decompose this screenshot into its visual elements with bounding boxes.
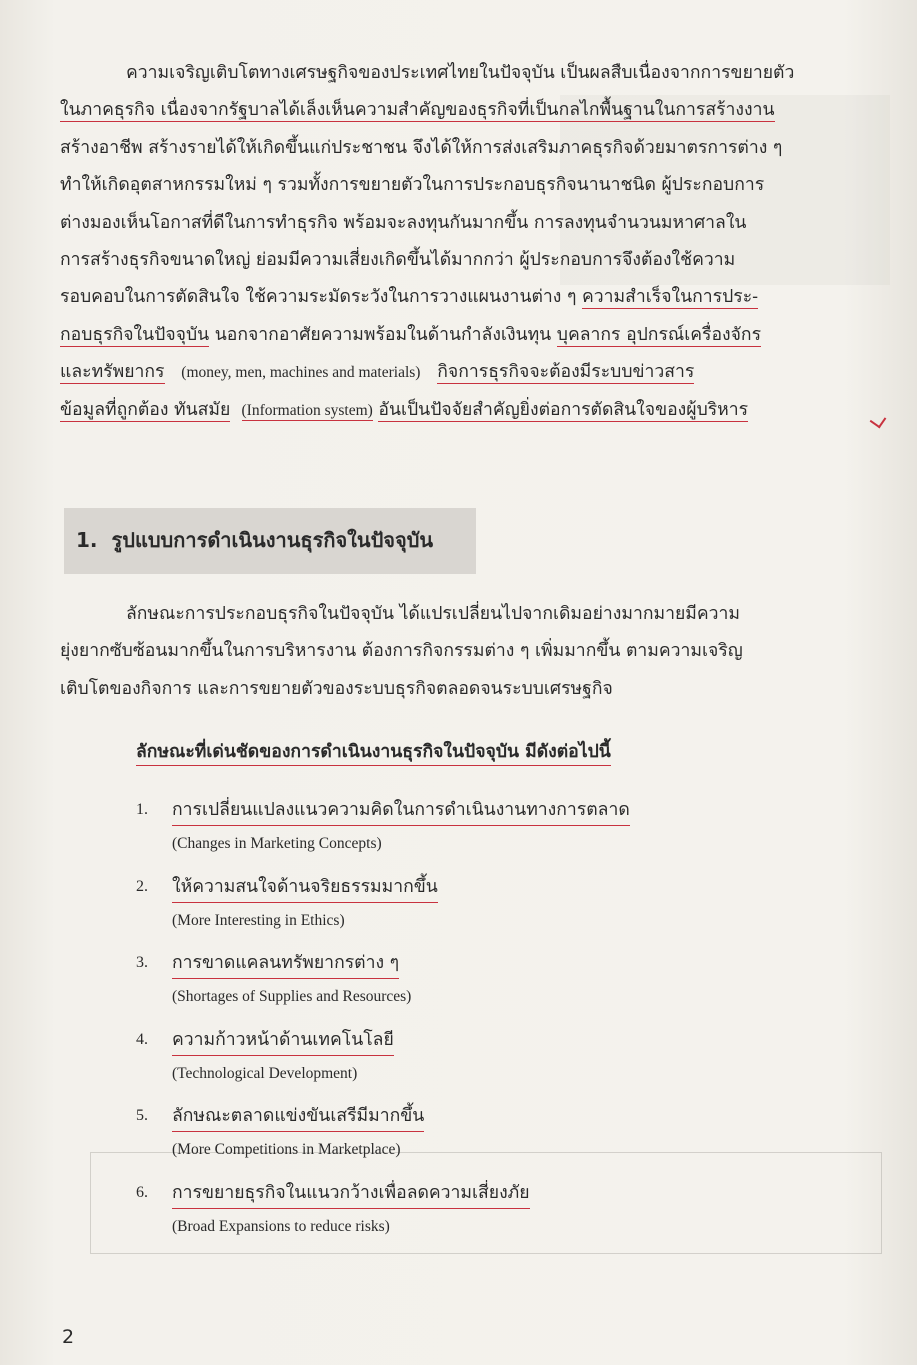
intro-line-2: ในภาคธุรกิจ เนื่องจากรัฐบาลได้เล็งเห็นความสำคัญของธุรกิจที่เป็นกลไกพื้นฐานในการสร้างงาน [60, 100, 775, 121]
intro-line-10: ข้อมูลที่ถูกต้อง ทันสมัย (Information system) อันเป็นปัจจัยสำคัญยิ่งต่อการตัดสินใจของผู้บริหาร [60, 399, 749, 420]
item-thai: ความก้าวหน้าด้านเทคโนโลยี [172, 1025, 394, 1056]
red-pen-tick [870, 412, 887, 429]
item-number: 2. [136, 877, 148, 895]
intro-line-6: การสร้างธุรกิจขนาดใหญ่ ย่อมมีความเสี่ยงเกิดขึ้นได้มากกว่า ผู้ประกอบการจึงต้องใช้ความ [60, 249, 736, 270]
success-phrase: ความสำเร็จในการประ- [582, 287, 759, 308]
list-item [136, 1178, 836, 1255]
item-english: (Shortages of Supplies and Resources) [172, 988, 412, 1005]
item-english: (More Interesting in Ethics) [172, 911, 345, 929]
section-line-1: ลักษณะการประกอบธุรกิจในปัจจุบัน ได้แปรเปลี่ยนไปจากเดิมอย่างมากมายมีความ [126, 604, 740, 624]
item-number: 4. [136, 1030, 148, 1048]
intro-paragraph [60, 55, 870, 429]
intro-line-3: สร้างอาชีพ สร้างรายได้ให้เกิดขึ้นแก่ประชาชน จึงได้ให้การส่งเสริมภาคธุรกิจด้วยมาตรการต่าง ๆ [60, 137, 783, 158]
section-line-2: ยุ่งยากซับซ้อนมากขึ้นในการบริหารงาน ต้องการกิจกรรมต่าง ๆ เพิ่มมากขึ้น ตามความเจริญ [60, 641, 743, 662]
information-system-english: (Information system) [241, 401, 373, 419]
section-paragraph [60, 596, 870, 708]
list-item [136, 948, 836, 1025]
intro-line-8: กอบธุรกิจในปัจจุบัน นอกจากอาศัยความพร้อมในด้านกำลังเงินทุน บุคลากร อุปกรณ์เครื่องจักร [60, 324, 762, 345]
section-number: 1. [76, 528, 98, 552]
list-item [136, 1101, 836, 1178]
page-number: 2 [62, 1326, 75, 1348]
item-thai: การขยายธุรกิจในแนวกว้างเพื่อลดความเสี่ยงภัย [172, 1178, 530, 1209]
item-number: 6. [136, 1183, 148, 1201]
list-item [136, 872, 836, 949]
section-title: รูปแบบการดำเนินงานธุรกิจในปัจจุบัน [111, 528, 434, 552]
item-number: 1. [136, 801, 148, 818]
item-english: (Changes in Marketing Concepts) [172, 835, 382, 852]
item-thai: ให้ความสนใจด้านจริยธรรมมากขึ้น [172, 872, 438, 903]
item-number: 3. [136, 954, 148, 971]
intro-line-1: ความเจริญเติบโตทางเศรษฐกิจของประเทศไทยในปัจจุบัน เป็นผลสืบเนื่องจากการขยายตัว [126, 63, 795, 83]
intro-line-7: รอบคอบในการตัดสินใจ ใช้ความระมัดระวังในการวางแผนงานต่าง ๆ ความสำเร็จในการประ- [60, 287, 759, 308]
item-number: 5. [136, 1107, 148, 1124]
item-english: (Broad Expansions to reduce risks) [172, 1217, 390, 1235]
item-english: (More Competitions in Marketplace) [172, 1141, 401, 1158]
item-thai: การเปลี่ยนแปลงแนวความคิดในการดำเนินงานทางการตลาด [172, 795, 630, 826]
item-english: (Technological Development) [172, 1064, 358, 1082]
intro-line-5: ต่างมองเห็นโอกาสที่ดีในการทำธุรกิจ พร้อมจะลงทุนกันมากขึ้น การลงทุนจำนวนมหาศาลใน [60, 212, 747, 233]
item-thai: การขาดแคลนทรัพยากรต่าง ๆ [172, 948, 399, 979]
list-item [136, 1025, 836, 1102]
section-heading [76, 524, 433, 556]
section-line-3: เติบโตของกิจการ และการขยายตัวของระบบธุรกิจตลอดจนระบบเศรษฐกิจ [60, 678, 613, 699]
four-m-english: (money, men, machines and materials) [181, 364, 421, 382]
intro-line-4: ทำให้เกิดอุตสาหกรรมใหม่ ๆ รวมทั้งการขยายตัวในการประกอบธุรกิจนานาชนิด ผู้ประกอบการ [60, 175, 765, 196]
intro-line-9: และทรัพยากร (money, men, machines and materials) กิจการธุรกิจจะต้องมีระบบข่าวสาร [60, 362, 695, 383]
list-item [136, 795, 836, 872]
item-thai: ลักษณะตลาดแข่งขันเสรีมีมากขึ้น [172, 1101, 424, 1132]
characteristics-list [136, 795, 836, 1254]
characteristics-heading: ลักษณะที่เด่นชัดของการดำเนินงานธุรกิจในปัจจุบัน มีดังต่อไปนี้ [136, 737, 611, 766]
